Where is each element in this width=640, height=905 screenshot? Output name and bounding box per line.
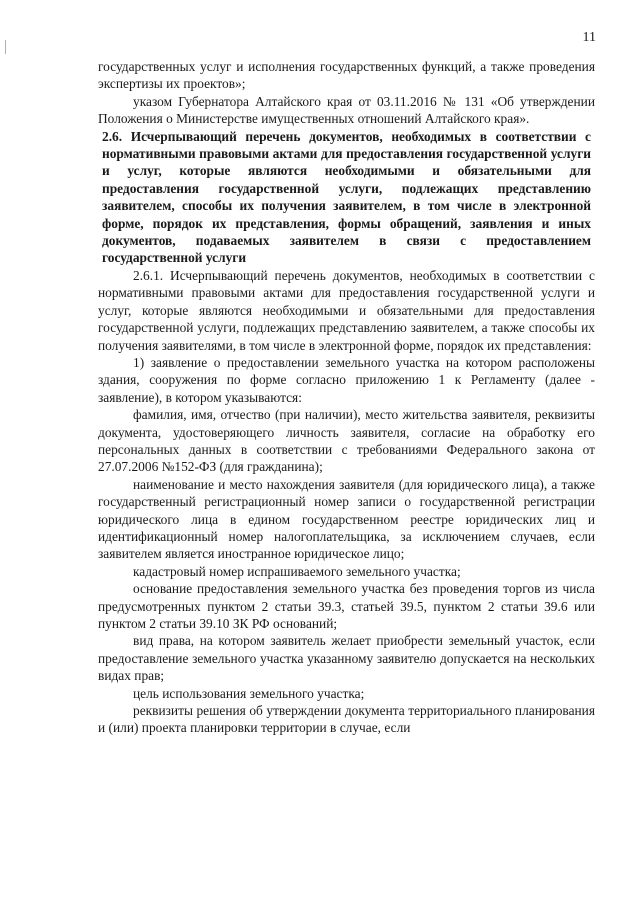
paragraph-body-6: основание предоставления земельного участка без проведения торгов из числа предусмотренных пунктом 2 статьи 39.3, статьей 39.5, пунктом 2 статьи 39.6 или пунктом 2 статьи 39.10 ЗК РФ оснований;	[98, 581, 595, 631]
paragraph-body-5: кадастровый номер испрашиваемого земельного участка;	[133, 563, 461, 579]
document-body	[98, 58, 595, 737]
paragraph-body-7: вид права, на котором заявитель желает приобрести земельный участок, если предоставление земельного участка указанному заявителю допускается на нескольких видах прав;	[98, 633, 595, 684]
section-heading: 2.6. Исчерпывающий перечень документов, необходимых в соответствии с нормативными правовыми актами для предоставления государственной услуги и услуг, которые являются необходимыми и обязательными для предоставления государственной услуги, подлежащих представлению заявителем, способы их получения заявителем, в том числе в электронной форме, порядок их представления, формы обращений, заявления и иных документов, подаваемых заявителем в связи с предоставлением государственной услуги	[102, 128, 591, 266]
paragraph-top-2: указом Губернатора Алтайского края от 03.11.2016 № 131 «Об утверждении Положения о Министерстве имущественных отношений Алтайского края».	[98, 93, 595, 127]
page-number: 11	[582, 30, 596, 45]
paragraph-body-3: фамилия, имя, отчество (при наличии), место жительства заявителя, реквизиты документа, удостоверяющего личность заявителя, согласие на обработку его персональных данных в соответствии с требованиями Федерального закона от 27.07.2006 №152-ФЗ (для гражданина);	[98, 407, 595, 475]
paragraph-body-2: 1) заявление о предоставлении земельного участка на котором расположены здания, сооружения по форме согласно приложению 1 к Регламенту (далее - заявление), в котором указываются:	[98, 354, 595, 405]
paragraph-body-1: 2.6.1. Исчерпывающий перечень документов, необходимых в соответствии с нормативными правовыми актами для предоставления государственной услуги и услуг, которые являются необходимыми и обязательными для предоставления государственной услуги, подлежащих представлению заявителем, а также способы их получения заявителями, в том числе в электронной форме, порядок их представления:	[98, 267, 595, 353]
margin-mark	[5, 40, 6, 54]
paragraph-body-9: реквизиты решения об утверждении документа территориального планирования и (или) проекта планировки территории в случае, если	[98, 703, 595, 736]
paragraph-top-1: государственных услуг и исполнения государственных функций, а также проведения экспертизы их проектов»;	[98, 59, 595, 92]
paragraph-body-4: наименование и место нахождения заявителя (для юридического лица), а также государственный регистрационный номер записи о государственной регистрации юридического лица в едином государственном реестре юридических лиц и идентификационный номер налогоплательщика, за исключением случаев, если заявителем является иностранное юридическое лицо;	[98, 476, 595, 562]
paragraph-body-8: цель использования земельного участка;	[133, 685, 365, 701]
